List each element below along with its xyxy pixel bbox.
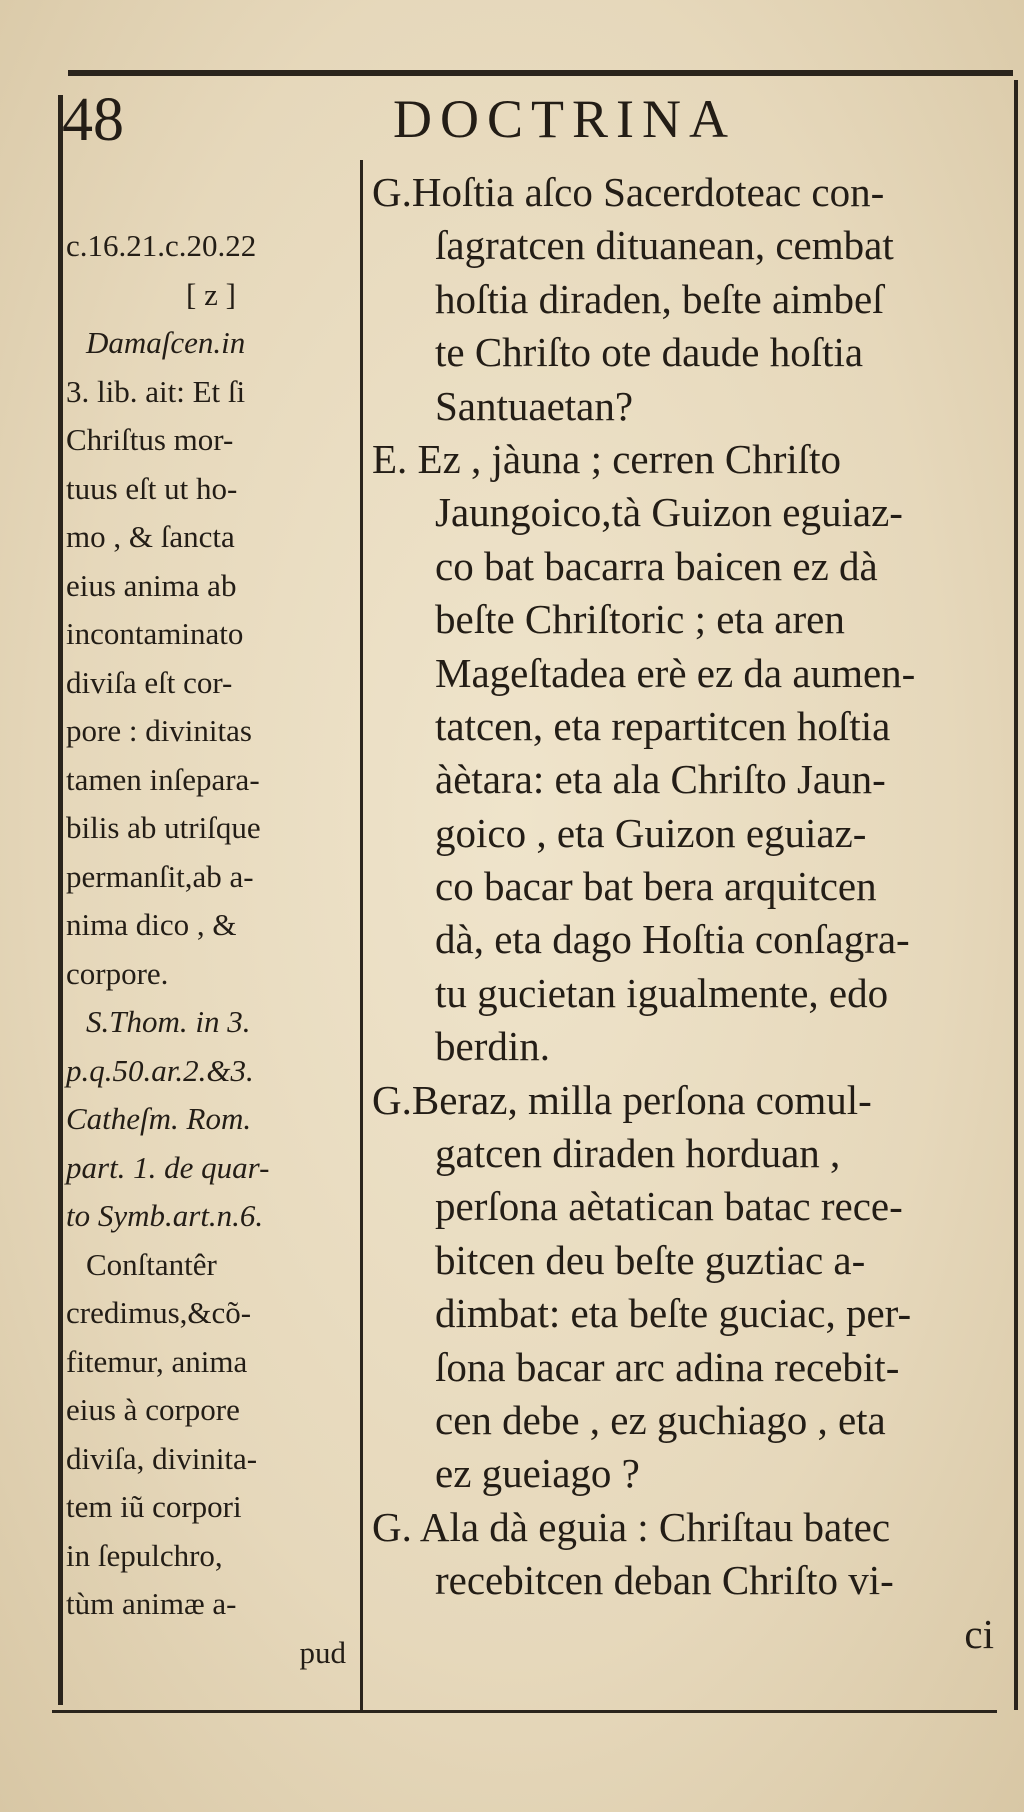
- main-text-column: [372, 166, 1012, 1661]
- margin-note-line: Catheſm. Rom.: [66, 1101, 252, 1136]
- main-text-line: berdin.: [435, 1023, 550, 1070]
- margin-note-line: Damaſcen.in: [86, 325, 246, 360]
- margin-note-line: part. 1. de quar-: [66, 1149, 270, 1185]
- main-text-line: ci: [964, 1610, 994, 1657]
- margin-note-line: Conſtantêr: [86, 1246, 217, 1282]
- margin-notes: [66, 222, 356, 1677]
- main-text-line: dà, eta dago Hoſtia conſagra-: [435, 916, 910, 963]
- margin-note-line: eius anima ab: [66, 567, 237, 603]
- bottom-rule: [52, 1710, 997, 1713]
- main-text-line: co bacar bat bera arquitcen: [435, 863, 877, 910]
- page-number: 48: [62, 86, 124, 154]
- margin-note-line: Chriſtus mor-: [66, 422, 234, 457]
- main-text-line: ez gueiago ?: [435, 1450, 640, 1497]
- margin-note-line: tùm animæ a-: [66, 1586, 237, 1621]
- main-text-line: ſona bacar arc adina recebit-: [435, 1343, 900, 1390]
- main-text-line: Mageſtadea erè ez da aumen-: [435, 649, 916, 696]
- margin-note-line: tuus eſt ut ho-: [66, 470, 238, 506]
- main-text-line: recebitcen deban Chriſto vi-: [435, 1557, 894, 1604]
- main-text-line: beſte Chriſtoric ; eta aren: [435, 596, 845, 643]
- main-text-line: hoſtia diraden, beſte aimbeſ: [435, 275, 884, 322]
- margin-note-line: tamen inſepara-: [66, 761, 260, 797]
- main-text-line: àètara: eta ala Chriſto Jaun-: [435, 756, 886, 803]
- column-divider-rule: [360, 160, 363, 1710]
- margin-note-line: eius à corpore: [66, 1392, 240, 1427]
- margin-note-line: mo , & ſancta: [66, 519, 235, 554]
- main-text-line: G.Beraz, milla perſona comul-: [372, 1076, 872, 1123]
- main-text-line: bitcen deu beſte guztiac a-: [435, 1236, 866, 1283]
- main-text-line: G. Ala dà eguia : Chriſtau batec: [372, 1503, 891, 1550]
- left-border-rule: [58, 95, 63, 1705]
- margin-note-line: in ſepulchro,: [66, 1537, 223, 1573]
- margin-note-line: diviſa eſt cor-: [66, 664, 233, 700]
- margin-note-line: to Symb.art.n.6.: [66, 1198, 264, 1233]
- margin-note-line: c.16.21.c.20.22: [66, 228, 257, 263]
- main-text-line: Santuaetan?: [435, 382, 634, 429]
- margin-note-line: tem iũ corpori: [66, 1489, 242, 1524]
- main-text-line: perſona aètatican batac rece-: [435, 1183, 903, 1230]
- running-head: DOCTRINA: [393, 89, 736, 149]
- margin-note-line: nima dico , &: [66, 907, 237, 942]
- margin-note-line: bilis ab utriſque: [66, 810, 261, 845]
- margin-note-line: p.q.50.ar.2.&3.: [66, 1052, 254, 1088]
- main-text-line: G.Hoſtia aſco Sacerdoteac con-: [372, 169, 885, 215]
- margin-note-line: [ z ]: [186, 276, 236, 312]
- top-rule: [68, 70, 1013, 76]
- main-text-line: co bat bacarra baicen ez dà: [435, 542, 878, 589]
- margin-note-line: S.Thom. in 3.: [86, 1004, 251, 1039]
- main-text-line: tatcen, eta repartitcen hoſtia: [435, 702, 891, 749]
- main-text-line: goico , eta Guizon eguiaz-: [435, 809, 867, 856]
- margin-note-line: pore : divinitas: [66, 713, 252, 748]
- main-text-line: dimbat: eta beſte guciac, per-: [435, 1290, 912, 1337]
- margin-note-line: permanſit,ab a-: [66, 858, 254, 894]
- main-text-line: gatcen diraden horduan ,: [435, 1130, 841, 1177]
- margin-note-line: 3. lib. ait: Et ſi: [66, 373, 246, 409]
- margin-note-line: corpore.: [66, 955, 169, 991]
- main-text-line: cen debe , ez guchiago , eta: [435, 1396, 886, 1443]
- main-text-line: ſagratcen dituanean, cembat: [435, 222, 894, 269]
- margin-note-line: incontaminato: [66, 616, 244, 651]
- margin-note-line: pud: [299, 1634, 346, 1670]
- margin-note-line: fitemur, anima: [66, 1343, 248, 1379]
- margin-note-line: diviſa, divinita-: [66, 1440, 258, 1476]
- main-text-line: E. Ez , jàuna ; cerren Chriſto: [372, 435, 842, 482]
- main-text-line: te Chriſto ote daude hoſtia: [435, 329, 864, 376]
- main-text-line: Jaungoico,tà Guizon eguiaz-: [435, 489, 903, 536]
- margin-note-line: credimus,&cõ-: [66, 1295, 252, 1330]
- main-text-line: tu gucietan igualmente, edo: [435, 969, 889, 1016]
- right-border-rule: [1014, 80, 1018, 1710]
